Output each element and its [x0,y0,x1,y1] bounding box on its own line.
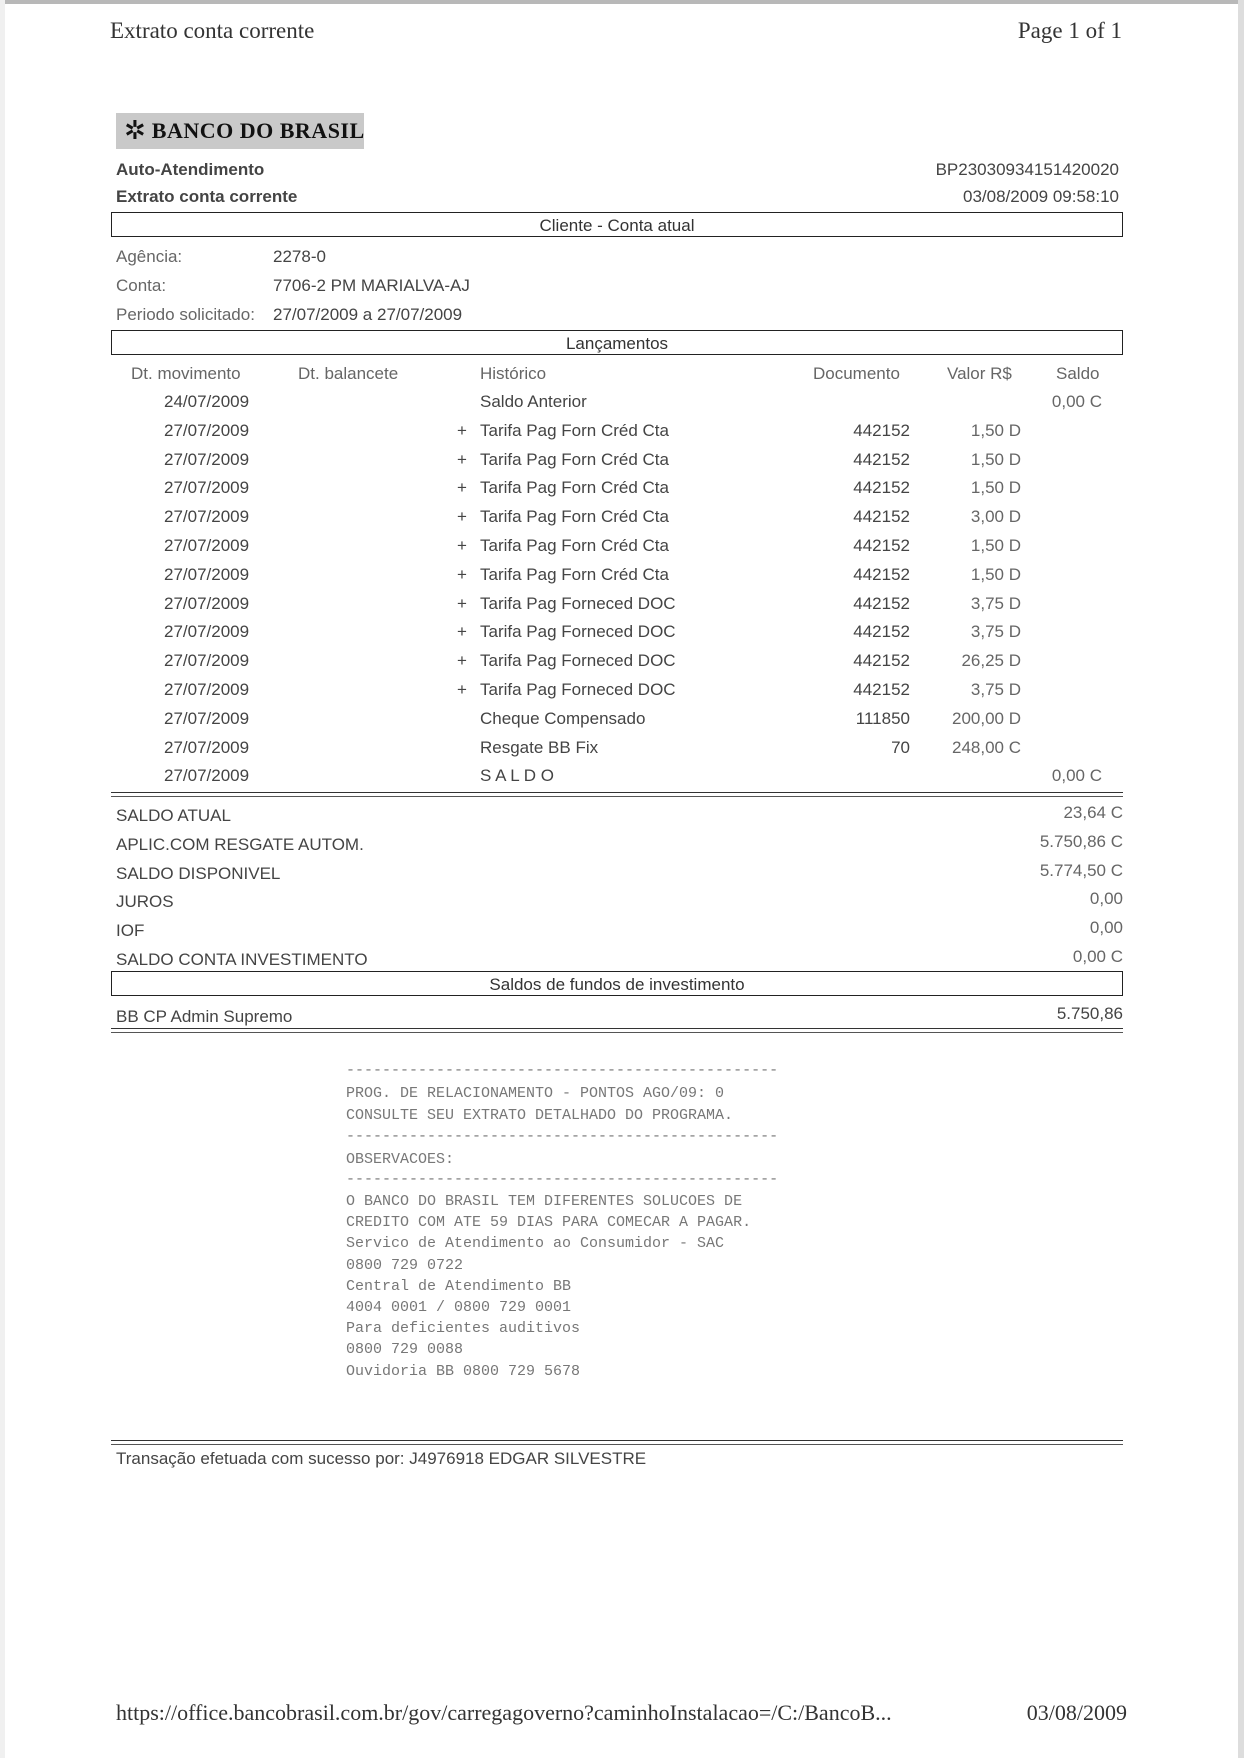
row-historico: S A L D O [480,766,555,785]
col-header-historico: Histórico [480,364,547,383]
fundo-name: BB CP Admin Supremo [116,1007,293,1026]
row-sign: + [457,565,467,584]
summary-label: APLIC.COM RESGATE AUTOM. [116,835,364,854]
observacao-line: 0800 729 0088 [346,1341,464,1358]
observacao-line: Servico de Atendimento ao Consumidor - SAC [346,1235,725,1252]
row-documento: 442152 [853,450,910,469]
transacao-status: Transação efetuada com sucesso por: J4976918 EDGAR SILVESTRE [116,1449,647,1468]
section-lancamentos [111,330,1123,355]
row-dt-movimento: 27/07/2009 [164,622,250,641]
row-sign: + [457,450,467,469]
summary-label: SALDO ATUAL [116,806,231,825]
row-valor: 3,75 D [970,622,1021,641]
header-protocol: BP23030934151420020 [935,160,1119,179]
message-divider: ------------------------------------------------ [346,1171,779,1188]
periodo-label: Periodo solicitado: [116,305,255,324]
summary-value: 0,00 [1089,889,1123,908]
row-documento: 442152 [853,680,910,699]
row-documento: 70 [891,738,910,757]
row-documento: 442152 [853,507,910,526]
summary-value: 0,00 C [1072,947,1123,966]
row-historico: Saldo Anterior [480,392,587,411]
row-documento: 442152 [853,565,910,584]
row-dt-movimento: 27/07/2009 [164,738,250,757]
col-header-saldo: Saldo [1056,364,1100,383]
observacao-line: 4004 0001 / 0800 729 0001 [346,1299,572,1316]
separator-line [111,1032,1123,1033]
col-header-dt-balancete: Dt. balancete [298,364,399,383]
row-valor: 3,75 D [970,594,1021,613]
row-saldo: 0,00 C [1051,392,1102,411]
row-dt-movimento: 27/07/2009 [164,450,250,469]
row-sign: + [457,478,467,497]
observacao-line: O BANCO DO BRASIL TEM DIFERENTES SOLUCOES DE [346,1193,743,1210]
bank-logo-text: BANCO DO BRASIL [151,118,365,143]
section-fundos [111,971,1123,996]
row-sign: + [457,680,467,699]
summary-label: SALDO CONTA INVESTIMENTO [116,950,368,969]
row-historico: Tarifa Pag Forneced DOC [480,622,676,641]
section-lancamentos-title: Lançamentos [565,334,669,353]
row-historico: Tarifa Pag Forn Créd Cta [480,478,669,497]
message-divider: ------------------------------------------------ [346,1128,779,1145]
row-dt-movimento: 27/07/2009 [164,421,250,440]
row-sign: + [457,651,467,670]
summary-value: 5.774,50 C [1039,861,1123,880]
scan-edge-left [0,0,5,1758]
row-documento: 442152 [853,478,910,497]
print-header-title: Extrato conta corrente [110,18,315,43]
col-header-valor: Valor R$ [947,364,1012,383]
row-historico: Tarifa Pag Forn Créd Cta [480,450,669,469]
separator-line [111,796,1123,797]
header-auto-atendimento: Auto-Atendimento [116,160,265,179]
row-dt-movimento: 27/07/2009 [164,594,250,613]
agencia-value: 2278-0 [273,247,326,266]
col-header-documento: Documento [813,364,900,383]
scan-edge-top [0,0,1244,4]
section-fundos-title: Saldos de fundos de investimento [489,975,745,994]
bank-logo [116,113,364,149]
col-header-dt-movimento: Dt. movimento [131,364,241,383]
header-datetime: 03/08/2009 09:58:10 [963,187,1119,206]
row-dt-movimento: 27/07/2009 [164,565,250,584]
row-valor: 1,50 D [970,478,1021,497]
section-cliente-title: Cliente - Conta atual [539,216,695,235]
row-valor: 200,00 D [952,709,1021,728]
header-statement-type: Extrato conta corrente [116,187,298,206]
separator-line [111,792,1123,793]
scan-edge-right [1238,0,1244,1758]
row-historico: Tarifa Pag Forn Créd Cta [480,421,669,440]
row-sign: + [457,594,467,613]
observacao-line: Central de Atendimento BB [346,1278,572,1295]
row-dt-movimento: 27/07/2009 [164,680,250,699]
row-documento: 442152 [853,536,910,555]
summary-label: SALDO DISPONIVEL [116,864,281,883]
summary-label: JUROS [116,892,174,911]
row-valor: 3,75 D [970,680,1021,699]
separator-line [111,1444,1123,1445]
row-sign: + [457,536,467,555]
row-documento: 111850 [855,709,910,728]
section-cliente-conta [111,212,1123,237]
observacao-line: Para deficientes auditivos [346,1320,581,1337]
row-historico: Tarifa Pag Forneced DOC [480,594,676,613]
row-documento: 442152 [853,421,910,440]
row-dt-movimento: 24/07/2009 [164,392,250,411]
row-valor: 3,00 D [970,507,1021,526]
row-historico: Tarifa Pag Forn Créd Cta [480,565,669,584]
summary-value: 23,64 C [1063,803,1123,822]
row-historico: Tarifa Pag Forn Créd Cta [480,536,669,555]
row-historico: Cheque Compensado [480,709,646,728]
row-historico: Tarifa Pag Forn Créd Cta [480,507,669,526]
summary-label: IOF [116,921,145,940]
row-valor: 1,50 D [970,421,1021,440]
agencia-label: Agência: [116,247,183,266]
conta-value: 7706-2 PM MARIALVA-AJ [273,276,470,295]
observacoes-title: OBSERVACOES: [346,1151,455,1168]
observacao-line: CREDITO COM ATE 59 DIAS PARA COMECAR A PAGAR. [346,1214,752,1231]
bb-logo-icon: ✲ [124,116,146,146]
row-valor: 1,50 D [970,450,1021,469]
row-dt-movimento: 27/07/2009 [164,709,250,728]
row-historico: Tarifa Pag Forneced DOC [480,651,676,670]
print-footer-url: https://office.bancobrasil.com.br/gov/carregagoverno?caminhoInstalacao=/C:/BancoB... [116,1700,892,1725]
row-valor: 1,50 D [970,565,1021,584]
row-saldo: 0,00 C [1051,766,1102,785]
print-page-number: Page 1 of 1 [1017,18,1122,43]
prog-consulte-line: CONSULTE SEU EXTRATO DETALHADO DO PROGRAMA. [346,1107,734,1124]
row-historico: Resgate BB Fix [480,738,599,757]
row-sign: + [457,507,467,526]
periodo-value: 27/07/2009 a 27/07/2009 [273,305,463,324]
row-documento: 442152 [853,594,910,613]
row-dt-movimento: 27/07/2009 [164,766,250,785]
row-valor: 248,00 C [952,738,1021,757]
conta-label: Conta: [116,276,167,295]
prog-relacionamento-line: PROG. DE RELACIONAMENTO - PONTOS AGO/09: 0 [346,1085,725,1102]
observacao-line: 0800 729 0722 [346,1257,464,1274]
print-footer-date: 03/08/2009 [1026,1700,1127,1725]
message-divider: ------------------------------------------------ [346,1062,779,1079]
row-dt-movimento: 27/07/2009 [164,478,250,497]
row-documento: 442152 [853,622,910,641]
row-sign: + [457,421,467,440]
row-dt-movimento: 27/07/2009 [164,651,250,670]
row-historico: Tarifa Pag Forneced DOC [480,680,676,699]
row-dt-movimento: 27/07/2009 [164,536,250,555]
row-valor: 26,25 D [961,651,1021,670]
separator-line [111,1028,1123,1029]
summary-value: 5.750,86 C [1039,832,1123,851]
row-valor: 1,50 D [970,536,1021,555]
row-documento: 442152 [853,651,910,670]
separator-line [111,1440,1123,1441]
row-dt-movimento: 27/07/2009 [164,507,250,526]
fundo-value: 5.750,86 [1056,1004,1123,1023]
row-sign: + [457,622,467,641]
summary-value: 0,00 [1089,918,1123,937]
observacao-line: Ouvidoria BB 0800 729 5678 [346,1363,581,1380]
